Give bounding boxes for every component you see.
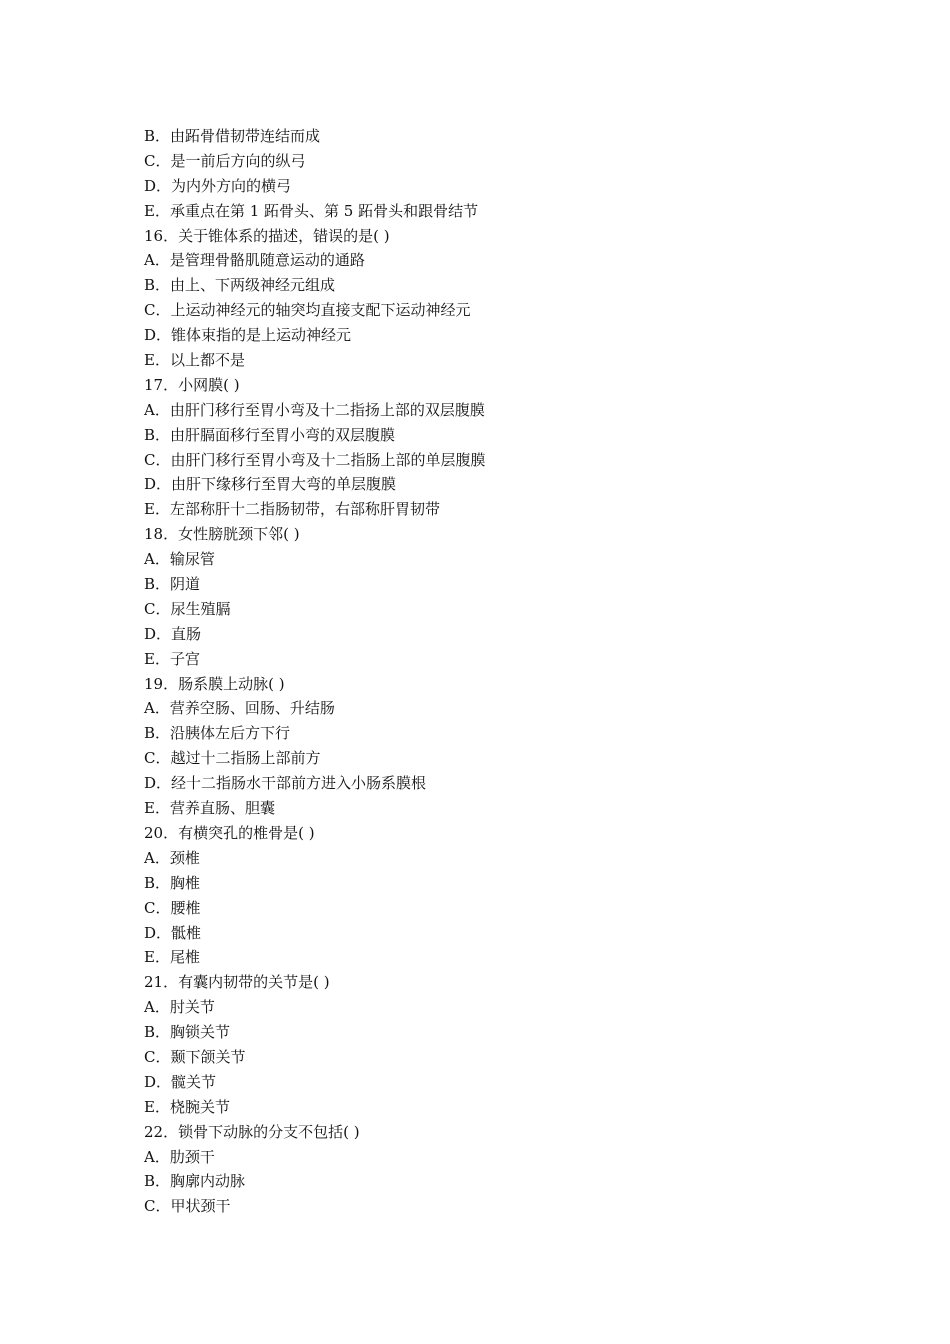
option-line: A．是管理骨骼肌随意运动的通路 [144, 251, 365, 270]
question-line: 16．关于锥体系的描述，错误的是( ) [144, 226, 390, 245]
option-line: C．是一前后方向的纵弓 [144, 151, 306, 170]
option-line: C．颞下颌关节 [144, 1047, 246, 1066]
option-line: C．由肝门移行至胃小弯及十二指肠上部的单层腹膜 [144, 450, 486, 469]
option-line: D．经十二指肠水干部前方进入小肠系膜根 [144, 774, 427, 793]
option-line: D．骶椎 [144, 923, 202, 942]
question-line: 21．有囊内韧带的关节是( ) [144, 973, 330, 992]
option-line: B．阴道 [144, 575, 201, 594]
option-line: A．营养空肠、回肠、升结肠 [144, 699, 335, 718]
option-line: E．以上都不是 [144, 351, 245, 370]
option-line: E．承重点在第 1 跖骨头、第 5 跖骨头和跟骨结节 [144, 201, 479, 220]
option-line: A．肋颈干 [144, 1147, 215, 1166]
question-line: 19．肠系膜上动脉( ) [144, 674, 285, 693]
option-line: A．输尿管 [144, 550, 215, 569]
option-line: B．由跖骨借韧带连结而成 [144, 127, 321, 145]
option-line: D．为内外方向的横弓 [144, 176, 292, 195]
option-line: D．髋关节 [144, 1072, 217, 1091]
option-line: B．沿胰体左后方下行 [144, 724, 291, 743]
question-line: 20．有横突孔的椎骨是( ) [144, 823, 315, 842]
option-line: C．上运动神经元的轴突均直接支配下运动神经元 [144, 301, 471, 320]
option-line: D．直肠 [144, 624, 202, 643]
option-line: B．由肝膈面移行至胃小弯的双层腹膜 [144, 425, 396, 444]
option-line: E．左部称肝十二指肠韧带，右部称肝胃韧带 [144, 500, 440, 519]
option-line: B．胸椎 [144, 873, 201, 892]
option-line: B．胸锁关节 [144, 1023, 231, 1042]
option-line: C．越过十二指肠上部前方 [144, 749, 321, 768]
option-line: C．尿生殖膈 [144, 599, 231, 618]
question-line: 22．锁骨下动脉的分支不包括( ) [144, 1122, 360, 1141]
option-line: A．肘关节 [144, 998, 215, 1017]
option-line: D．锥体束指的是上运动神经元 [144, 326, 352, 345]
option-line: D．由肝下缘移行至胃大弯的单层腹膜 [144, 475, 397, 494]
question-line: 17．小网膜( ) [144, 375, 240, 394]
option-line: B．由上、下两级神经元组成 [144, 276, 336, 295]
question-text-block [144, 124, 844, 1219]
option-line: A．由肝门移行至胃小弯及十二指扬上部的双层腹膜 [144, 400, 485, 419]
option-line: C．腰椎 [144, 898, 201, 917]
option-line: E．桡腕关节 [144, 1097, 230, 1116]
option-line: E．子宫 [144, 649, 200, 668]
option-line: E．营养直肠、胆囊 [144, 799, 275, 818]
option-line: E．尾椎 [144, 948, 200, 967]
option-line: B．胸廓内动脉 [144, 1172, 246, 1191]
option-line: A．颈椎 [144, 848, 200, 867]
question-line: 18．女性膀胱颈下邻( ) [144, 525, 300, 544]
option-line: C．甲状颈干 [144, 1197, 231, 1216]
